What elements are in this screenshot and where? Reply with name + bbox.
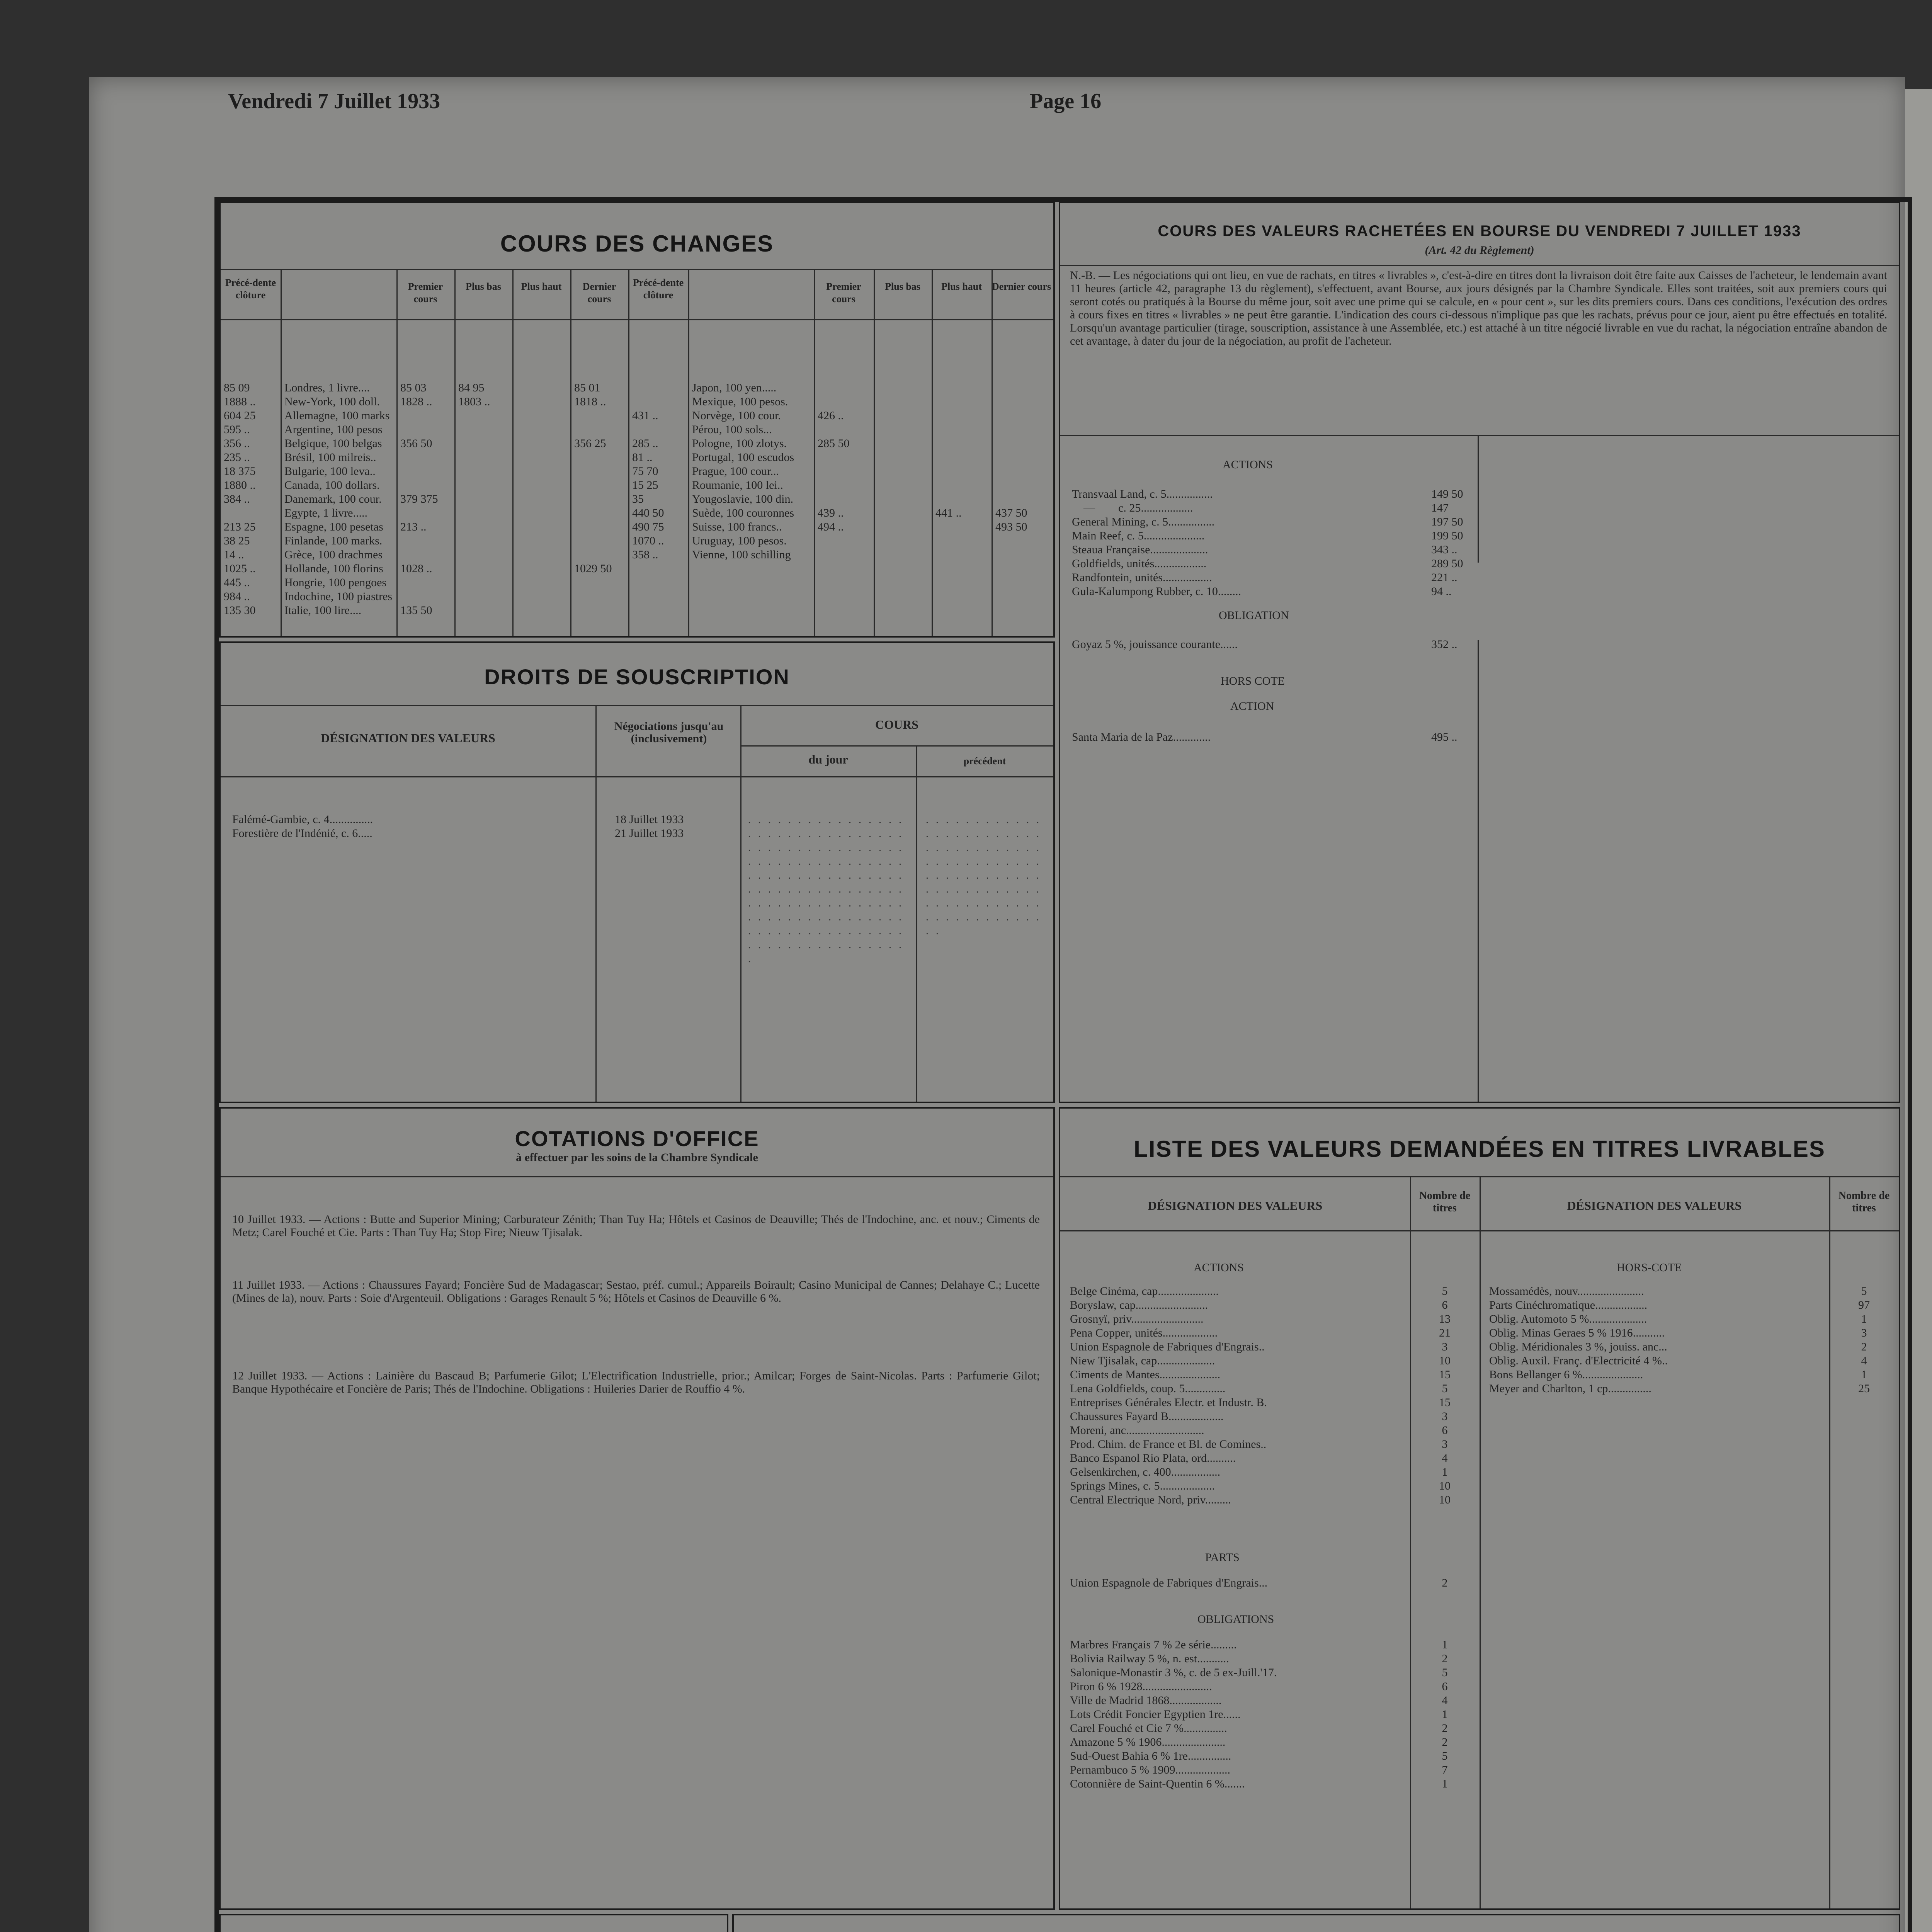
changes-currency: Indochine, 100 piastres [284,590,393,603]
liste-parts-counts [1414,1576,1476,1590]
changes-cell: 595 .. [224,423,250,436]
changes-cell: 437 50 [995,507,1027,519]
changes-cell: 490 75 [632,520,664,533]
changes-cell [818,381,874,395]
liste-parts-names [1070,1576,1406,1590]
changes-cell [574,478,628,492]
valeurs-demandees-offertes-section [732,1914,1900,1932]
left-last-list [574,381,628,576]
changes-cell [574,464,628,478]
rachetees-subtitle: (Art. 42 du Règlement) [1425,244,1534,257]
rachetees-title: COURS DES VALEURS RACHETÉES EN BOURSE DU VENDREDI 7 JUILLET 1933 [1158,223,1801,240]
liste-row-count: 2 [1442,1577,1448,1589]
liste-row-count: 5 [1442,1750,1448,1762]
changes-cell [632,381,688,395]
right-prev-close-list [632,381,688,562]
liste-row-name: Grosnyï, priv......................... [1070,1313,1204,1325]
changes-currency: Norvège, 100 cour. [692,409,781,422]
changes-cell [818,464,874,478]
souscription-col-designation: DÉSIGNATION DES VALEURS [321,731,495,745]
col-low-2: Plus bas [885,281,920,292]
changes-cell [818,423,874,437]
changes-cell [995,478,1051,492]
liste-row-count: 6 [1442,1424,1448,1437]
liste-obligations-names [1070,1638,1406,1791]
changes-cell: 379 375 [400,493,438,505]
changes-cell: 493 50 [995,520,1027,533]
liste-row-count: 3 [1442,1438,1448,1451]
souscription-title: DROITS DE SOUSCRIPTION [484,665,790,689]
rachetees-action-head: ACTION [1230,700,1274,713]
liste-row-count: 2 [1861,1340,1867,1353]
rachetees-action-name: Main Reef, c. 5..................... [1072,529,1205,542]
liste-row-name: Union Espagnole de Fabriques d'Engrais... [1070,1577,1268,1589]
liste-row-count: 6 [1442,1680,1448,1693]
changes-cell [574,520,628,534]
right-last-list [995,381,1051,534]
liste-row-count: 6 [1442,1299,1448,1311]
liste-row-count: 10 [1439,1480,1451,1492]
col-high-2: Plus haut [941,281,982,292]
changes-cell: 85 03 [400,381,427,394]
changes-cell: 135 30 [224,604,256,617]
changes-cell [574,492,628,506]
liste-row-name: Pernambuco 5 % 1909................... [1070,1764,1230,1776]
souscription-col-negociations: Négociations jusqu'au (inclusivement) [614,720,724,745]
changes-cell [574,409,628,423]
rachetees-action-value: 94 .. [1431,585,1452,598]
rappels-de-cours-section [219,1914,728,1932]
changes-currency: Egypte, 1 livre..... [284,507,367,519]
changes-cell [995,381,1051,395]
liste-row-name: Oblig. Automoto 5 %.................... [1489,1313,1647,1325]
changes-currency: Vienne, 100 schilling [692,548,791,561]
changes-cell [935,423,992,437]
liste-row-name: Niew Tjisalak, cap.................... [1070,1354,1215,1367]
changes-cell: 441 .. [935,507,962,519]
liste-row-name: Carel Fouché et Cie 7 %............... [1070,1722,1227,1735]
changes-currency: Pérou, 100 sols... [692,423,772,436]
changes-currency: Pologne, 100 zlotys. [692,437,787,450]
col-high: Plus haut [521,281,562,292]
changes-cell: 35 [632,493,644,505]
changes-cell [574,534,628,548]
col-first: Premier cours [408,281,443,304]
changes-currency: Argentine, 100 pesos [284,423,383,436]
changes-cell [400,548,454,562]
liste-row-name: Prod. Chim. de France et Bl. de Comines.. [1070,1438,1267,1451]
rachetees-action-value: 197 50 [1431,515,1463,528]
changes-cell: 1888 .. [224,395,256,408]
rachetees-obligation-head: OBLIGATION [1219,609,1289,622]
changes-currency: Italie, 100 lire.... [284,604,362,617]
rachetees-action-name: General Mining, c. 5................ [1072,515,1215,528]
changes-cell [995,492,1051,506]
liste-row-name: Central Electrique Nord, priv......... [1070,1493,1231,1506]
changes-cell: 440 50 [632,507,664,519]
liste-row-count: 1 [1442,1777,1448,1790]
changes-cell: 84 95 [458,381,485,394]
changes-cell [400,423,454,437]
souscription-row-2-date: 21 Juillet 1933 [615,827,684,840]
liste-horscote-names [1489,1284,1825,1396]
liste-row-count: 3 [1861,1327,1867,1339]
liste-row-count: 10 [1439,1493,1451,1506]
liste-row-name: Moreni, anc........................... [1070,1424,1204,1437]
liste-row-name: Bons Bellanger 6 %..................... [1489,1368,1643,1381]
liste-obligations-counts [1414,1638,1476,1791]
header-date: Vendredi 7 Juillet 1933 [228,89,440,113]
droits-souscription-section [219,641,1055,1103]
rachetees-note: N.-B. — Les négociations qui ont lieu, en vue de rachats, en titres « livrables », c'est-à-dire en titres dont la livraison doit être faite aux Caisses de l'acheteur, le lendemain avant 11 heures (article 42, paragraphe 13 du règlement), s'effectuent, avant Bourse, aux jours désignés par la Chambre Syndicale. Elles sont traitées, soit aux premiers cours qui seront cotés ou pratiqués à la Bourse du même jour, soit avec une prime qui se calcule, en « pour cent », sur les dits premiers cours. Dans ces conditions, l'exécution des ordres à cours fixes en titres « livrables » ne peut être garantie. L'indication des cours ci-dessous n'implique pas que les rachats, prévus pour ce jour, aient pu être effectués en totalité. Lorsqu'un avantage particulier (tirage, souscription, assistance à une Assemblée, etc.) est attaché à un titre négocié livrable en vue du rachat, la négociation entraîne abandon de cet avantage, à dater du jour de la négociation, au profit de l'acheteur. [1070,269,1887,347]
changes-cell: 356 25 [574,437,606,450]
liste-row-name: Piron 6 % 1928........................ [1070,1680,1212,1693]
changes-cell: 1070 .. [632,534,664,547]
liste-parts-head: PARTS [1205,1551,1240,1564]
liste-row-name: Sud-Ouest Bahia 6 % 1re............... [1070,1750,1231,1762]
liste-row-count: 3 [1442,1340,1448,1353]
souscription-row-2-name: Forestière de l'Indénié, c. 6..... [232,827,372,840]
changes-currency: Suède, 100 couronnes [692,507,794,519]
liste-row-count: 97 [1858,1299,1870,1311]
changes-currency: Mexique, 100 pesos. [692,395,788,408]
liste-actions-counts [1414,1284,1476,1507]
souscription-dots-jour: . . . . . . . . . . . . . . . . . . . . . . . . . . . . . . . . . . . . . . . . . . . . . . . . . . . . . . . . . . . . . . . . . . . . . . . . . . . . . . . . . . . . . . . . . . . . . . . . . . . . . . . . . . . . . . . . . . . . . . . . . . . . . . . . . . . . . . . . . . . . . . . . . . . . . . . . . . . . . . . . . [748,814,904,965]
changes-cell [935,395,992,409]
liste-row-count: 10 [1439,1354,1451,1367]
rachetees-action-value: 289 50 [1431,557,1463,570]
changes-cell [400,534,454,548]
liste-valeurs-demandees-section [1059,1107,1900,1910]
liste-horscote-head: HORS-COTE [1617,1261,1682,1274]
liste-row-name: Belge Cinéma, cap..................... [1070,1285,1219,1298]
changes-cell: 356 50 [400,437,432,450]
changes-cell: 426 .. [818,409,844,422]
changes-cell: 213 .. [400,520,427,533]
office-subtitle: à effectuer par les soins de la Chambre Syndicale [516,1151,758,1164]
changes-currency: Roumanie, 100 lei.. [692,479,783,492]
changes-cell [574,423,628,437]
changes-cell [400,464,454,478]
office-paragraph-10-juillet: 10 Juillet 1933. — Actions : Butte and Superior Mining; Carburateur Zénith; Than Tuy Ha; Hôtels et Casinos de Deauville; Thés de l'Indochine, anc. et nouv.; Ciments de Metz; Carel Fouché et Cie. Parts : Than Tuy Ha; Stop Fire; Nieuw Tjisalak. [232,1213,1040,1239]
rachetees-actions-head: ACTIONS [1223,458,1273,471]
changes-cell: 358 .. [632,548,658,561]
liste-row-name: Oblig. Auxil. Franç. d'Electricité 4 %.. [1489,1354,1668,1367]
changes-cell: 135 50 [400,604,432,617]
changes-cell: 604 25 [224,409,256,422]
changes-cell: 356 .. [224,437,250,450]
changes-currency: Finlande, 100 marks. [284,534,383,547]
liste-oblig-head: OBLIGATIONS [1197,1613,1274,1626]
liste-row-name: Meyer and Charlton, 1 cp............... [1489,1382,1651,1395]
office-paragraph-12-juillet: 12 Juillet 1933. — Actions : Lainière du Bascaud B; Parfumerie Gilot; L'Electrification Industrielle, prior.; Amilcar; Forges de Saint-Nicolas. Parts : Parfumerie Gilot; Banque Hypothécaire et Foncière de Paris; Thés de l'Indochine. Obligations : Huileries Darier de Rouffio 4 %. [232,1369,1040,1395]
rachetees-action-name: Randfontein, unités................. [1072,571,1212,584]
liste-row-count: 1 [1442,1638,1448,1651]
office-paragraph-11-juillet: 11 Juillet 1933. — Actions : Chaussures Fayard; Foncière Sud de Madagascar; Sestao, préf. cumul.; Appareils Boirault; Casino Municipal de Cannes; Delahaye C.; Lucette (Mines de la), nouv. Parts : Soie d'Argenteuil. Obligations : Garages Renault 5 %; Hôtels et Casinos de Deauville 6 %. [232,1279,1040,1304]
rachetees-action-name: Gula-Kalumpong Rubber, c. 10........ [1072,585,1241,598]
right-currency-list [692,381,814,562]
changes-cell [818,395,874,409]
cours-des-changes-section [219,202,1055,638]
changes-cell: 14 .. [224,548,244,561]
liste-title: LISTE DES VALEURS DEMANDÉES EN TITRES LIVRABLES [1134,1136,1825,1162]
souscription-row-1-date: 18 Juillet 1933 [615,813,684,826]
changes-cell: 439 .. [818,507,844,519]
changes-currency: Portugal, 100 escudos [692,451,794,464]
liste-row-name: Entreprises Générales Electr. et Industr. B. [1070,1396,1267,1409]
header-page-number: Page 16 [1030,89,1102,113]
liste-row-count: 1 [1442,1466,1448,1478]
liste-row-name: Ville de Madrid 1868.................. [1070,1694,1222,1707]
changes-currency: Yougoslavie, 100 din. [692,493,793,505]
liste-row-count: 13 [1439,1313,1451,1325]
changes-cell [935,409,992,423]
liste-row-count: 2 [1442,1736,1448,1748]
changes-cell: 384 .. [224,493,250,505]
changes-cell [574,506,628,520]
liste-row-count: 15 [1439,1396,1451,1409]
changes-cell [224,506,280,520]
liste-row-name: Banco Espanol Rio Plata, ord.......... [1070,1452,1236,1464]
changes-cell [935,381,992,395]
liste-row-name: Union Espagnole de Fabriques d'Engrais.. [1070,1340,1265,1353]
changes-cell: 75 70 [632,465,658,478]
changes-cell [995,395,1051,409]
liste-row-count: 3 [1442,1410,1448,1423]
liste-row-name: Oblig. Minas Geraes 5 % 1916........... [1489,1327,1665,1339]
changes-cell [935,478,992,492]
liste-row-name: Parts Cinéchromatique.................. [1489,1299,1648,1311]
liste-row-name: Amazone 5 % 1906...................... [1070,1736,1226,1748]
changes-cell [935,437,992,451]
changes-currency: Allemagne, 100 marks [284,409,390,422]
liste-horscote-counts [1833,1284,1895,1396]
liste-row-count: 5 [1442,1666,1448,1679]
changes-cell [400,576,454,590]
rachetees-action-value: 147 [1431,502,1449,514]
liste-row-count: 1 [1861,1368,1867,1381]
liste-row-count: 4 [1442,1694,1448,1707]
changes-cell: 235 .. [224,451,250,464]
changes-currency: Prague, 100 cour... [692,465,779,478]
changes-cell [818,478,874,492]
rachetees-horscote-name: Santa Maria de la Paz............. [1072,731,1211,743]
liste-col-nombre: Nombre de titres [1419,1190,1471,1214]
changes-currency: Uruguay, 100 pesos. [692,534,787,547]
changes-cell [574,548,628,562]
changes-cell: 38 25 [224,534,250,547]
liste-row-count: 2 [1442,1722,1448,1735]
changes-cell [995,464,1051,478]
changes-cell: 984 .. [224,590,250,603]
col-last: Dernier cours [582,281,616,304]
souscription-col-jour: du jour [808,752,848,766]
rachetees-actions-values [1431,487,1474,599]
souscription-col-cours: COURS [875,718,918,731]
left-first-list [400,381,454,617]
liste-row-name: Bolivia Railway 5 %, n. est........... [1070,1652,1229,1665]
liste-row-name: Chaussures Fayard B................... [1070,1410,1224,1423]
liste-row-name: Springs Mines, c. 5................... [1070,1480,1215,1492]
liste-row-count: 21 [1439,1327,1451,1339]
liste-row-count: 4 [1861,1354,1867,1367]
changes-cell [632,395,688,409]
changes-cell [995,423,1051,437]
liste-row-name: Ciments de Mantes..................... [1070,1368,1221,1381]
rachetees-obligation-value: 352 .. [1431,638,1458,651]
liste-row-count: 4 [1442,1452,1448,1464]
liste-row-count: 1 [1442,1708,1448,1721]
changes-title: COURS DES CHANGES [500,231,774,257]
liste-col-nombre-2: Nombre de titres [1838,1190,1890,1214]
liste-row-count: 5 [1442,1382,1448,1395]
changes-cell: 1880 .. [224,479,256,492]
right-first-list [818,381,874,534]
liste-row-count: 15 [1439,1368,1451,1381]
souscription-col-precedent: précédent [963,755,1006,767]
liste-actions-names [1070,1284,1406,1507]
changes-currency: Brésil, 100 milreis.. [284,451,376,464]
rachetees-action-value: 221 .. [1431,571,1458,584]
liste-row-name: Pena Copper, unités................... [1070,1327,1218,1339]
liste-row-name: Gelsenkirchen, c. 400................. [1070,1466,1221,1478]
changes-currency: Danemark, 100 cour. [284,493,382,505]
changes-currency: Hollande, 100 florins [284,562,383,575]
changes-cell: 15 25 [632,479,658,492]
liste-row-count: 25 [1858,1382,1870,1395]
rachetees-action-name: Transvaal Land, c. 5................ [1072,488,1213,500]
liste-row-name: Marbres Français 7 % 2e série......... [1070,1638,1237,1651]
changes-currency: Japon, 100 yen..... [692,381,777,394]
changes-cell: 445 .. [224,576,250,589]
changes-cell: 1818 .. [574,395,606,408]
changes-cell [400,478,454,492]
changes-cell [818,451,874,464]
office-title: COTATIONS D'OFFICE [515,1126,759,1151]
changes-currency: Espagne, 100 pesetas [284,520,383,533]
valeurs-rachetees-section [1059,202,1900,1103]
changes-cell: 1828 .. [400,395,432,408]
liste-row-count: 1 [1861,1313,1867,1325]
souscription-dots-prec: . . . . . . . . . . . . . . . . . . . . . . . . . . . . . . . . . . . . . . . . . . . . . . . . . . . . . . . . . . . . . . . . . . . . . . . . . . . . . . . . . . . . . . . . . . . . . . . . . . [926,814,1041,937]
changes-cell: 213 25 [224,520,256,533]
rachetees-action-name: Goldfields, unités.................. [1072,557,1207,570]
rachetees-action-name: — c. 25.................. [1072,502,1193,514]
left-low-list [458,381,512,409]
changes-cell [400,590,454,604]
changes-currency: Grèce, 100 drachmes [284,548,383,561]
changes-currency: Bulgarie, 100 leva.. [284,465,376,478]
changes-cell [400,451,454,464]
col-low: Plus bas [466,281,501,292]
liste-row-name: Salonique-Monastir 3 %, c. de 5 ex-Juill.'17. [1070,1666,1277,1679]
changes-cell: 85 01 [574,381,600,394]
liste-row-name: Oblig. Méridionales 3 %, jouiss. anc... [1489,1340,1667,1353]
rachetees-horscote-value: 495 .. [1431,731,1458,743]
changes-cell [574,451,628,464]
souscription-row-1-name: Falémé-Gambie, c. 4............... [232,813,373,826]
changes-cell: 285 50 [818,437,850,450]
right-high-list [935,381,992,520]
changes-currency: New-York, 100 doll. [284,395,380,408]
liste-col-designation-2: DÉSIGNATION DES VALEURS [1567,1199,1742,1213]
changes-cell: 18 375 [224,465,256,478]
rachetees-action-value: 199 50 [1431,529,1463,542]
changes-cell [935,451,992,464]
changes-cell: 285 .. [632,437,658,450]
changes-cell [632,423,688,437]
changes-cell: 1028 .. [400,562,432,575]
changes-cell: 1029 50 [574,562,612,575]
changes-cell [995,409,1051,423]
liste-row-name: Lots Crédit Foncier Egyptien 1re...... [1070,1708,1241,1721]
col-first-2: Premier cours [826,281,861,304]
changes-currency: Londres, 1 livre.... [284,381,370,394]
changes-cell: 1025 .. [224,562,256,575]
liste-actions-head: ACTIONS [1194,1261,1244,1274]
rachetees-obligation-name: Goyaz 5 %, jouissance courante...... [1072,638,1238,651]
changes-cell: 431 .. [632,409,658,422]
cotations-office-section [219,1107,1055,1910]
liste-row-name: Cotonnière de Saint-Quentin 6 %....... [1070,1777,1245,1790]
changes-currency: Suisse, 100 francs.. [692,520,782,533]
liste-row-name: Boryslaw, cap......................... [1070,1299,1208,1311]
changes-currency: Hongrie, 100 pengoes [284,576,387,589]
col-prev-close-2: Précé-dente clôture [633,277,684,301]
liste-row-count: 2 [1442,1652,1448,1665]
changes-cell [818,492,874,506]
changes-cell [935,492,992,506]
changes-currency: Belgique, 100 belgas [284,437,382,450]
liste-row-count: 7 [1442,1764,1448,1776]
changes-cell [995,451,1051,464]
liste-row-count: 5 [1442,1285,1448,1298]
left-prev-close-list [224,381,280,617]
col-last-2: Dernier cours [992,281,1051,292]
changes-cell [935,464,992,478]
rachetees-action-value: 343 .. [1431,543,1458,556]
liste-row-name: Mossamédès, nouv....................... [1489,1285,1644,1298]
rachetees-horscote-head: HORS COTE [1221,675,1285,687]
changes-cell [995,437,1051,451]
rachetees-actions-names [1072,487,1458,599]
rachetees-action-name: Steaua Française.................... [1072,543,1208,556]
left-currency-list [284,381,396,617]
changes-cell: 494 .. [818,520,844,533]
changes-cell: 81 .. [632,451,653,464]
liste-row-name: Lena Goldfields, coup. 5.............. [1070,1382,1226,1395]
col-prev-close: Précé-dente clôture [225,277,276,301]
changes-cell: 85 09 [224,381,250,394]
changes-cell [400,409,454,423]
changes-cell [400,506,454,520]
liste-col-designation: DÉSIGNATION DES VALEURS [1148,1199,1323,1213]
changes-cell: 1803 .. [458,395,490,408]
changes-currency: Canada, 100 dollars. [284,479,380,492]
rachetees-action-value: 149 50 [1431,488,1463,500]
liste-row-count: 5 [1861,1285,1867,1298]
